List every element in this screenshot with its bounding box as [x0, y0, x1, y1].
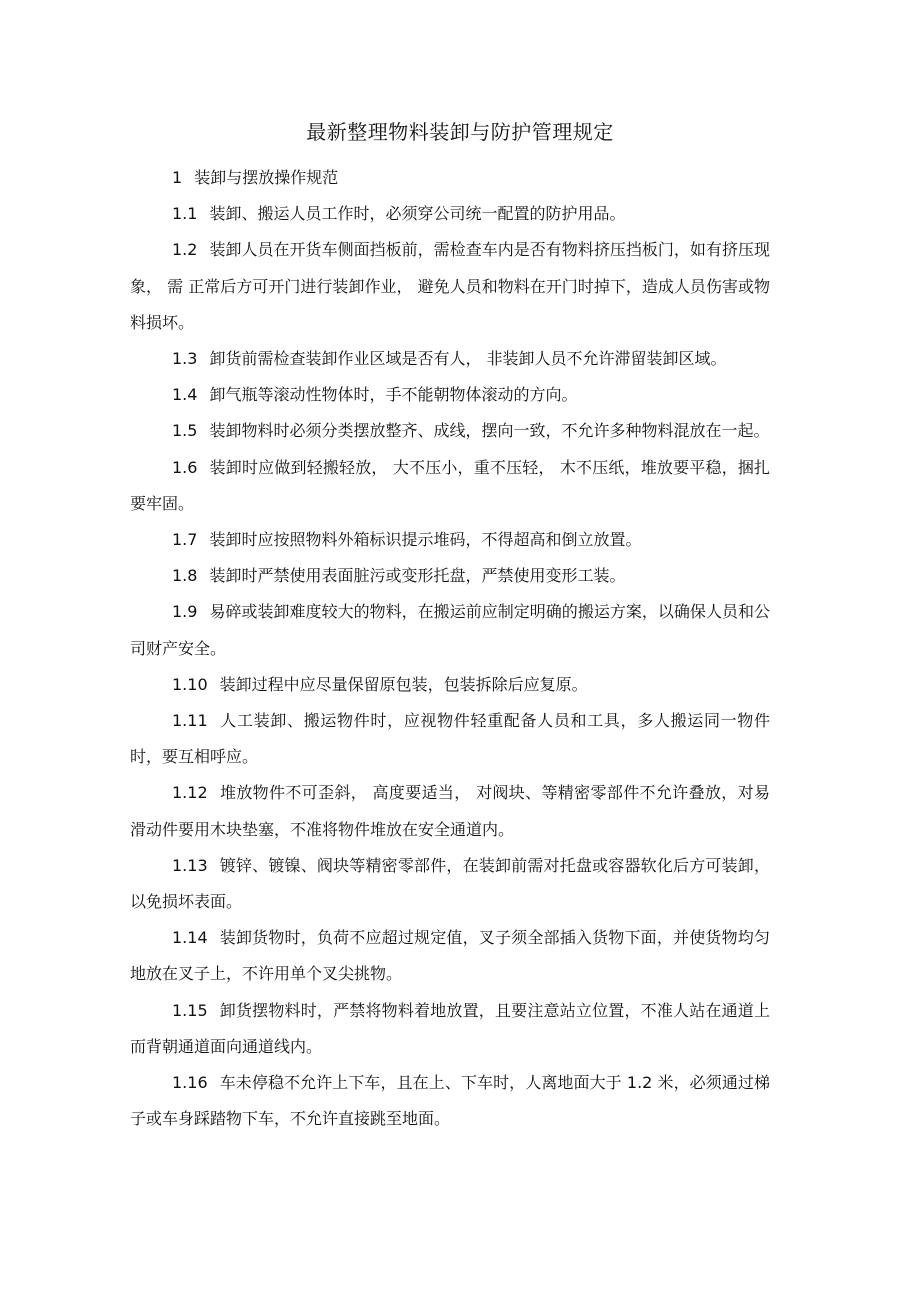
- clause-text: 卸货前需检查装卸作业区域是否有人， 非装卸人员不允许滞留装卸区域。: [209, 349, 727, 369]
- clause-1-14: [130, 920, 770, 992]
- clause-number: 1.6: [172, 457, 198, 477]
- clause-text: 卸货摆物料时，严禁将物料着地放置，且要注意站立位置，不准人站在通道上而背朝通道面向通道线内。: [130, 1000, 770, 1056]
- clause-text: 装卸时应做到轻搬轻放， 大不压小，重不压轻， 木不压纸，堆放要平稳，捆扎要牢固。: [130, 457, 770, 513]
- clause-number: 1.11: [172, 711, 208, 731]
- clause-text: 装卸过程中应尽量保留原包装，包装拆除后应复原。: [219, 674, 588, 694]
- section-number: 1: [172, 168, 183, 187]
- clause-1-13: [130, 848, 770, 920]
- clause-text: 装卸、搬运人员工作时，必须穿公司统一配置的防护用品。: [209, 204, 626, 224]
- clause-text: 装卸时应按照物料外箱标识提示堆码，不得超高和倒立放置。: [209, 530, 642, 550]
- clause-number: 1.1: [172, 204, 198, 224]
- document-body: [130, 160, 770, 1137]
- clause-number: 1.5: [172, 421, 198, 441]
- clause-1-7: [130, 522, 770, 558]
- clause-1-1: [130, 196, 770, 232]
- clause-number: 1.7: [172, 530, 198, 550]
- clause-number: 1.9: [172, 602, 198, 622]
- clause-1-8: [130, 558, 770, 594]
- clause-number: 1.15: [172, 1000, 208, 1020]
- section-text: 装卸与摆放操作规范: [194, 168, 339, 187]
- clause-text: 装卸时严禁使用表面脏污或变形托盘，严禁使用变形工装。: [209, 566, 626, 586]
- clause-1-16: [130, 1065, 770, 1137]
- clause-1-3: [130, 341, 770, 377]
- clause-1-11: [130, 703, 770, 775]
- clause-text: 人工装卸、搬运物件时，应视物件轻重配备人员和工具，多人搬运同一物件时，要互相呼应。: [130, 711, 770, 767]
- clause-number: 1.2: [172, 240, 198, 260]
- clause-number: 1.13: [172, 855, 208, 875]
- clause-1-6: [130, 450, 770, 522]
- clause-text: 堆放物件不可歪斜， 高度要适当， 对阀块、等精密零部件不允许叠放，对易滑动件要用木块垫塞，不准将物件堆放在安全通道内。: [130, 783, 770, 839]
- clause-text: 卸气瓶等滚动性物体时，手不能朝物体滚动的方向。: [209, 385, 578, 405]
- clause-1-9: [130, 594, 770, 666]
- clause-number: 1.3: [172, 349, 198, 369]
- clause-text: 装卸货物时，负荷不应超过规定值，叉子须全部插入货物下面，并使货物均匀地放在叉子上，不许用单个叉尖挑物。: [130, 928, 770, 984]
- clause-number: 1.12: [172, 783, 208, 803]
- clause-1-10: [130, 667, 770, 703]
- document-title: 最新整理物料装卸与防护管理规定: [306, 120, 614, 144]
- clause-text: 装卸人员在开货车侧面挡板前，需检查车内是否有物料挤压挡板门，如有挤压现象， 需 正常后方可开门进行装卸作业， 避免人员和物料在开门时掉下，造成人员伤害或物料损坏。: [130, 240, 770, 332]
- clause-1-12: [130, 775, 770, 847]
- clause-1-4: [130, 377, 770, 413]
- clause-text: 镀锌、镀镍、阀块等精密零部件，在装卸前需对托盘或容器软化后方可装卸，以免损坏表面。: [130, 855, 770, 912]
- clause-number: 1.4: [172, 385, 198, 405]
- clause-text: 装卸物料时必须分类摆放整齐、成线，摆向一致，不允许多种物料混放在一起。: [209, 421, 770, 441]
- section-heading: [130, 160, 770, 196]
- clause-1-5: [130, 413, 770, 449]
- clause-number: 1.8: [172, 566, 198, 586]
- clause-1-15: [130, 993, 770, 1065]
- clause-text: 车未停稳不允许上下车，且在上、下车时，人离地面大于 1.2 米，必须通过梯子或车身踩踏物下车，不允许直接跳至地面。: [130, 1073, 770, 1129]
- clause-text: 易碎或装卸难度较大的物料，在搬运前应制定明确的搬运方案，以确保人员和公司财产安全。: [130, 602, 770, 658]
- clause-number: 1.10: [172, 674, 208, 694]
- clause-number: 1.14: [172, 928, 208, 948]
- clause-number: 1.16: [172, 1073, 208, 1093]
- clause-1-2: [130, 232, 770, 341]
